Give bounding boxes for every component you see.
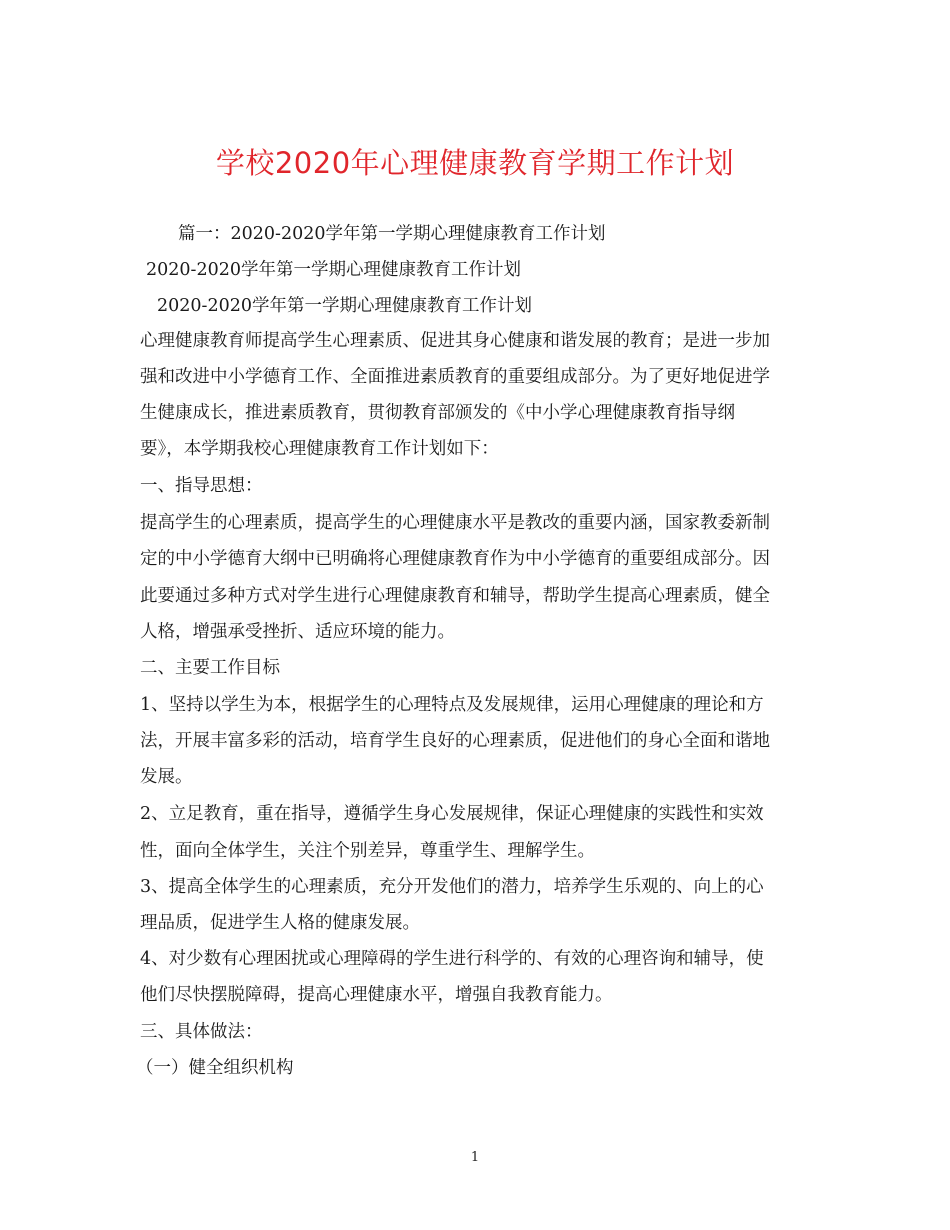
section-1-body-line: 人格，增强承受挫折、适应环境的能力。 — [140, 622, 455, 642]
heading-1: 篇一：2020-2020学年第一学期心理健康教育工作计划 — [178, 224, 606, 244]
section-2-title: 二、主要工作目标 — [140, 658, 280, 678]
section-1-body-line: 此要通过多种方式对学生进行心理健康教育和辅导，帮助学生提高心理素质，健全 — [140, 586, 770, 606]
intro-line: 心理健康教育师提高学生心理素质、促进其身心健康和谐发展的教育；是进一步加 — [140, 331, 770, 351]
goal-1-line: 发展。 — [140, 767, 193, 787]
goal-3-line: 理品质，促进学生人格的健康发展。 — [140, 913, 420, 933]
goal-4-line: 4、对少数有心理困扰或心理障碍的学生进行科学的、有效的心理咨询和辅导，使 — [140, 949, 764, 969]
subsection-1-title: （一）健全组织机构 — [136, 1058, 294, 1078]
page-number: 1 — [470, 1150, 480, 1165]
goal-1-line: 1、坚持以学生为本，根据学生的心理特点及发展规律，运用心理健康的理论和方 — [140, 695, 764, 715]
goal-2-line: 2、立足教育，重在指导，遵循学生身心发展规律，保证心理健康的实践性和实效 — [140, 804, 764, 824]
intro-line: 生健康成长，推进素质教育，贯彻教育部颁发的《中小学心理健康教育指导纲 — [140, 403, 735, 423]
heading-2: 2020-2020学年第一学期心理健康教育工作计划 — [146, 260, 521, 280]
section-1-body-line: 提高学生的心理素质，提高学生的心理健康水平是教改的重要内涵，国家教委新制 — [140, 513, 770, 533]
intro-line: 强和改进中小学德育工作、全面推进素质教育的重要组成部分。为了更好地促进学 — [140, 367, 770, 387]
section-1-title: 一、指导思想： — [140, 476, 263, 496]
document-title: 学校2020年心理健康教育学期工作计划 — [215, 146, 735, 180]
section-3-title: 三、具体做法： — [140, 1022, 263, 1042]
goal-1-line: 法，开展丰富多彩的活动，培育学生良好的心理素质，促进他们的身心全面和谐地 — [140, 731, 770, 751]
section-1-body-line: 定的中小学德育大纲中已明确将心理健康教育作为中小学德育的重要组成部分。因 — [140, 549, 770, 569]
goal-2-line: 性，面向全体学生，关注个别差异，尊重学生、理解学生。 — [140, 841, 595, 861]
goal-3-line: 3、提高全体学生的心理素质，充分开发他们的潜力，培养学生乐观的、向上的心 — [140, 877, 764, 897]
heading-3: 2020-2020学年第一学期心理健康教育工作计划 — [157, 296, 532, 316]
goal-4-line: 他们尽快摆脱障碍，提高心理健康水平，增强自我教育能力。 — [140, 985, 613, 1005]
intro-line: 要》，本学期我校心理健康教育工作计划如下： — [140, 439, 499, 459]
